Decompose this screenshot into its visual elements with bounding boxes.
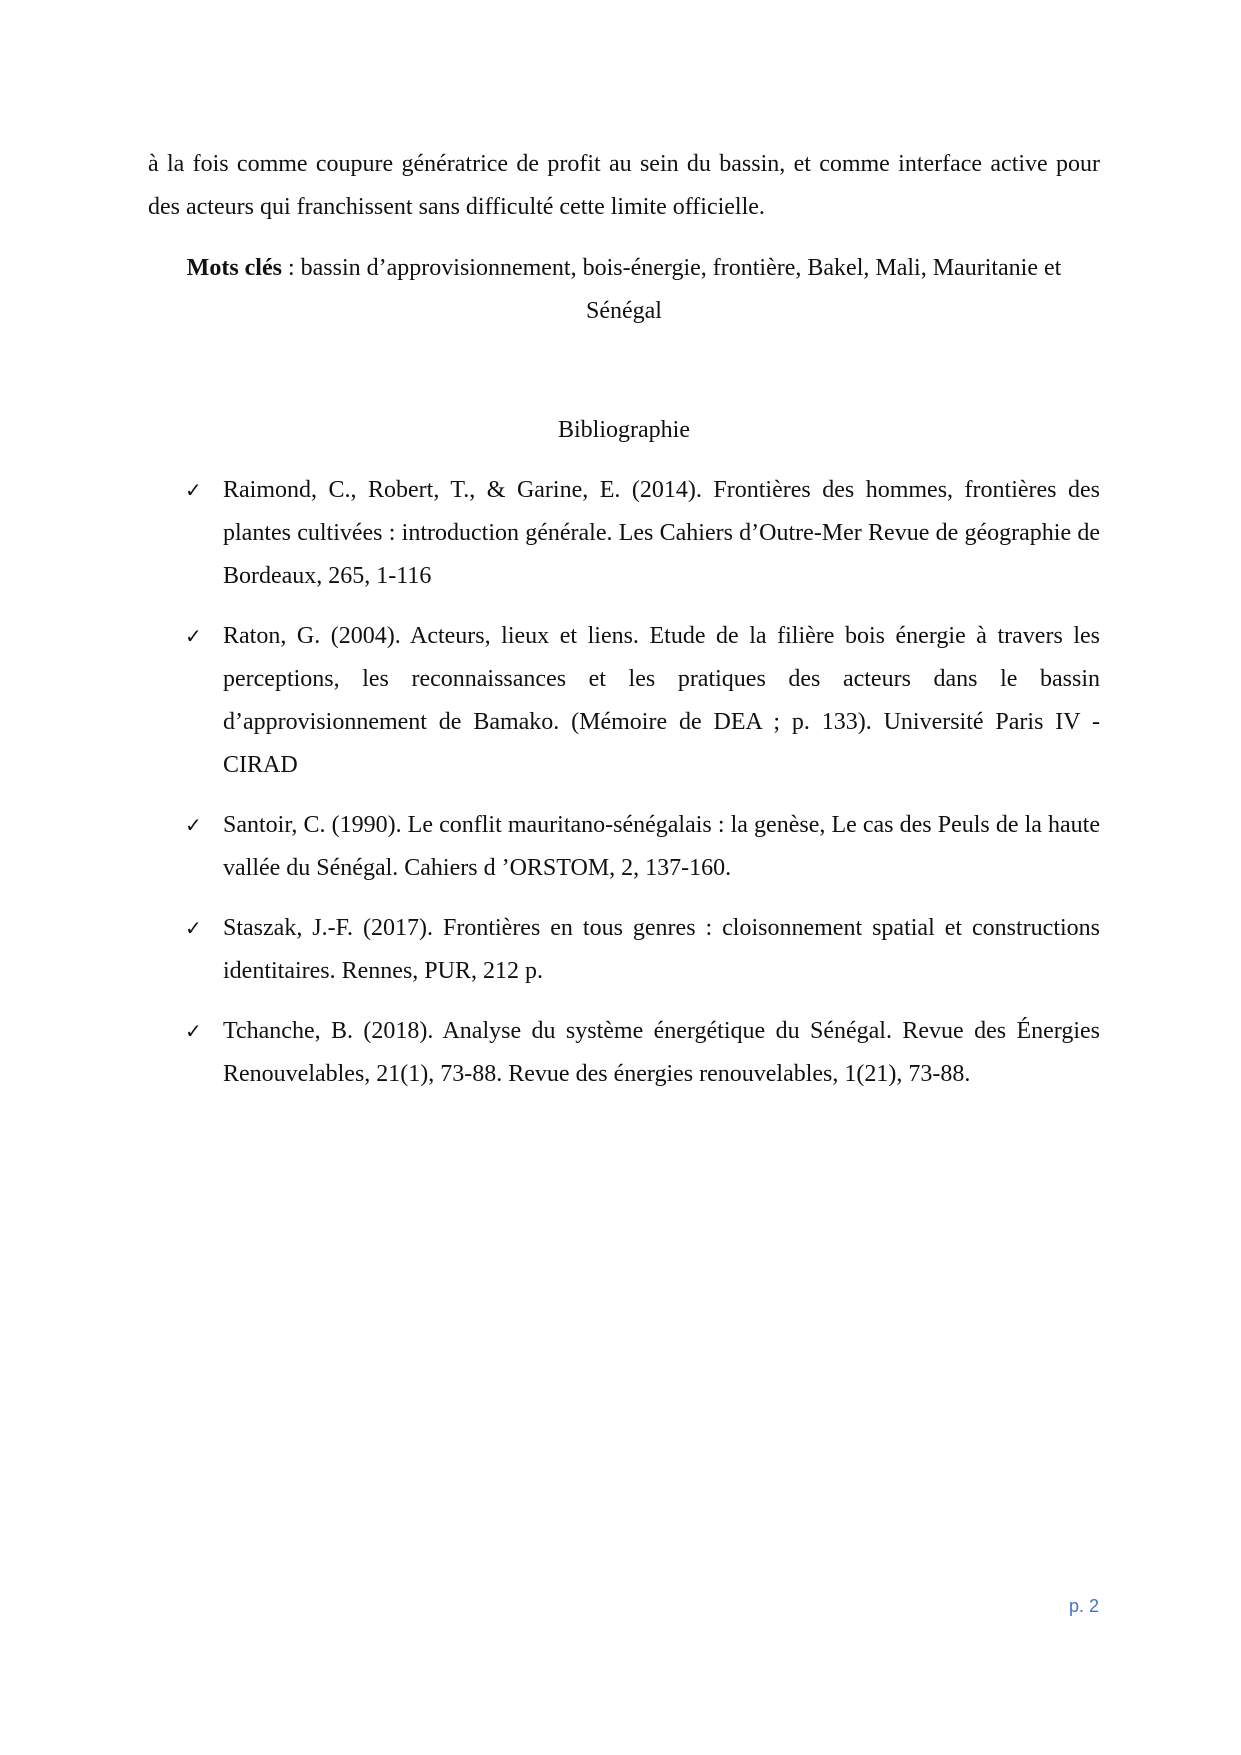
page-number: p. 2: [1068, 1596, 1099, 1616]
keywords-separator: :: [281, 255, 301, 281]
bibliography-entry-text: Santoir, C. (1990). Le conflit mauritano-sénégalais : la genèse, Le cas des Peuls de la haute vallée du Sénégal. Cahiers d ’ORSTOM, 2, 137-160.: [223, 812, 1100, 881]
bibliography-title: Bibliographie: [558, 417, 690, 443]
bibliography-entry-text: Raimond, C., Robert, T., & Garine, E. (2014). Frontières des hommes, frontières des plantes cultivées : introduction générale. Les Cahiers d’Outre-Mer Revue de géographie de Bordeaux, 265, 1-116: [223, 477, 1100, 589]
bibliography-entry-text: Tchanche, B. (2018). Analyse du système énergétique du Sénégal. Revue des Énergies Renouvelables, 21(1), 73-88. Revue des énergies renouvelables, 1(21), 73-88.: [223, 1018, 1100, 1087]
bibliography-entry: [183, 907, 1100, 993]
check-icon: ✓: [185, 813, 202, 837]
bibliography-entry: [183, 615, 1100, 787]
bibliography-entry: [183, 469, 1100, 598]
check-icon: ✓: [185, 916, 202, 940]
check-icon: ✓: [185, 1019, 202, 1043]
bibliography-entry-text: Staszak, J.-F. (2017). Frontières en tous genres : cloisonnement spatial et constructions identitaires. Rennes, PUR, 212 p.: [223, 915, 1100, 984]
check-icon: ✓: [185, 478, 202, 502]
bibliography-entry: [183, 804, 1100, 890]
bibliography-list: [183, 469, 1100, 1113]
bibliography-entry-text: Raton, G. (2004). Acteurs, lieux et liens. Etude de la filière bois énergie à travers les perceptions, les reconnaissances et les pratiques des acteurs dans le bassin d’approvisionnement de Bamako. (Mémoire de DEA ; p. 133). Université Paris IV - CIRAD: [223, 623, 1100, 778]
keywords-text: bassin d’approvisionnement, bois-énergie, frontière, Bakel, Mali, Mauritanie et Sénégal: [300, 255, 1062, 324]
check-icon: ✓: [185, 624, 202, 648]
keywords: [148, 247, 1100, 333]
abstract-paragraph-end: à la fois comme coupure génératrice de profit au sein du bassin, et comme interface active pour des acteurs qui franchissent sans difficulté cette limite officielle.: [148, 151, 1100, 220]
bibliography-entry: [183, 1010, 1100, 1096]
keywords-label: Mots clés: [186, 255, 282, 281]
